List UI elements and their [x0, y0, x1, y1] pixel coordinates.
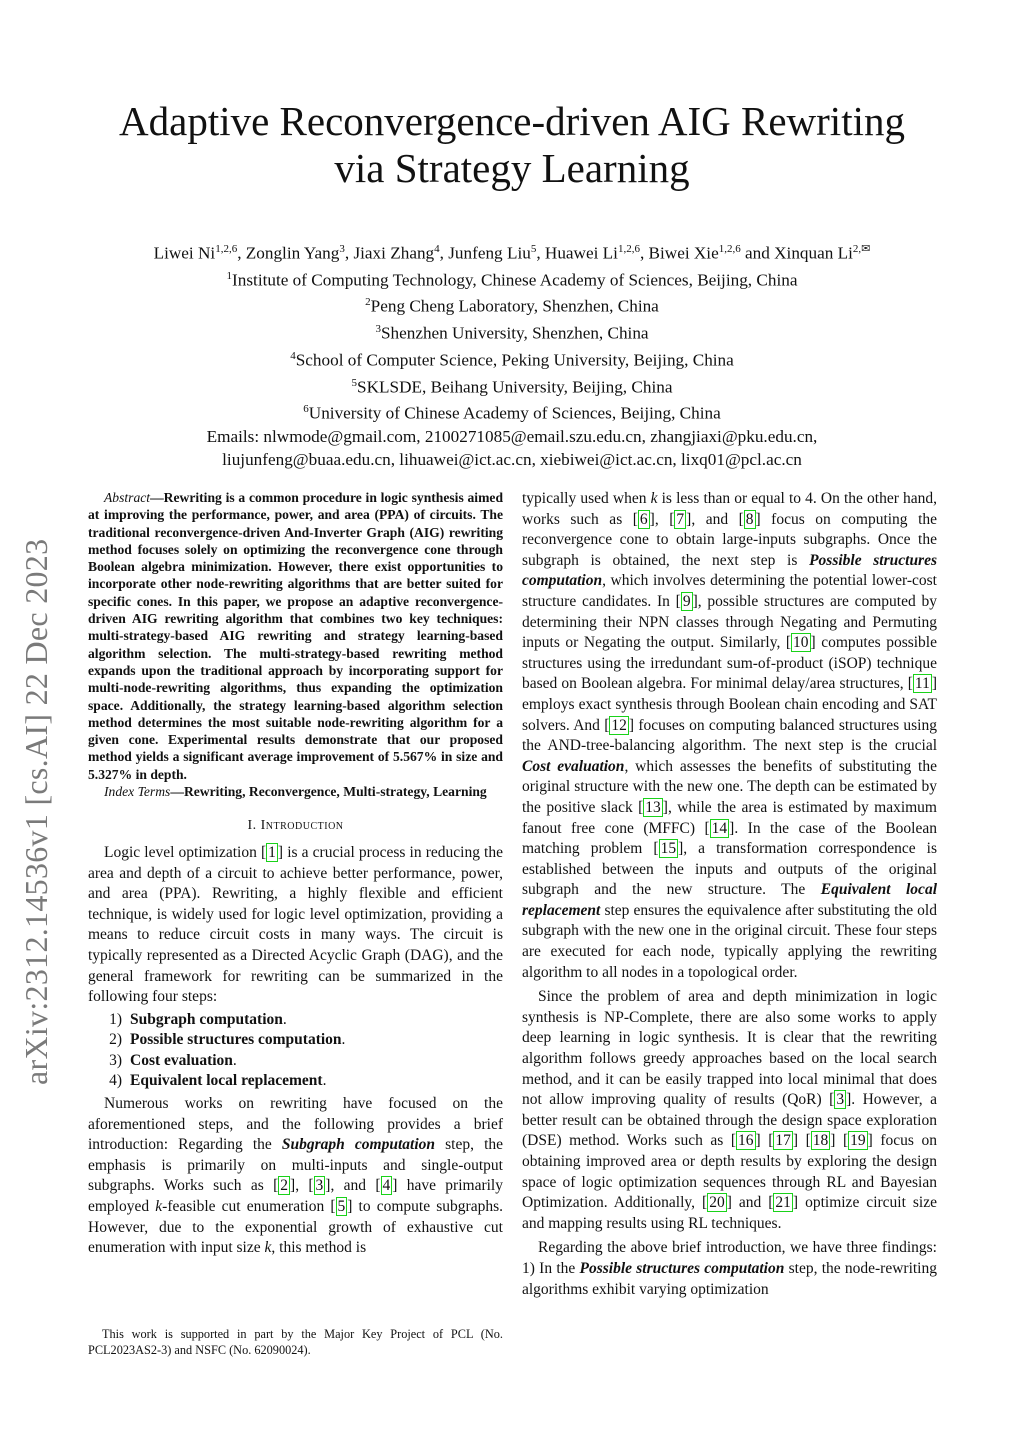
- text-run: step ensures the equivalence after substituting the old subgraph with the new one in the original circuit. These four steps are executed for each node, typically applying the rewriting algorithm to all nodes in a topological order.: [522, 901, 937, 981]
- affiliation-sup: 3: [375, 323, 381, 336]
- footnote: This work is supported in part by the Major Key Project of PCL (No. PCL2023AS2-3) and NSFC (No. 62090024).: [88, 1327, 503, 1357]
- list-number: 1): [109, 1010, 122, 1028]
- emphasis-text: k: [650, 490, 658, 507]
- text-run: typically used when: [522, 490, 651, 507]
- citation-link[interactable]: 8: [745, 510, 754, 528]
- text-run: [798, 1132, 806, 1149]
- emphasis-text: Possible structures computation: [579, 1259, 785, 1277]
- affiliation: [0, 265, 1024, 292]
- author-name: Zonglin Yang: [245, 243, 340, 263]
- author-affiliation-sup: 1,2,6: [215, 243, 238, 255]
- text-run: employs exact synthesis through Boolean chain encoding and SAT solvers. And: [522, 695, 937, 734]
- text-run: , a transformation correspondence is established between the inputs and outputs of the original subgraph and the new structure. The: [522, 840, 937, 899]
- citation-link[interactable]: 5: [337, 1198, 346, 1216]
- author-separator: and: [740, 243, 775, 263]
- text-run: [761, 1132, 769, 1149]
- title-line-1: Adaptive Reconvergence-driven AIG Rewriting: [119, 98, 905, 144]
- affiliation: [0, 345, 1024, 372]
- text-run: computes possible structures using the irredundant sum-of-product (iSOP) technique based on Boolean algebra. For minimal delay/area structures,: [522, 634, 937, 693]
- affiliation-list: [0, 265, 1024, 425]
- author-affiliation-sup: 2,✉: [852, 243, 871, 255]
- emphasis-text: k: [264, 1239, 272, 1257]
- citation-link[interactable]: 19: [850, 1132, 866, 1150]
- affiliation-text: Peng Cheng Laboratory, Shenzhen, China: [370, 297, 659, 317]
- author-separator: ,: [536, 243, 545, 263]
- citation-link[interactable]: 15: [660, 840, 677, 858]
- citation-link[interactable]: 9: [682, 592, 691, 610]
- step-end: .: [322, 1072, 327, 1090]
- text-run: , which involves determining the potential lower-cost structure candidates. In: [522, 572, 937, 610]
- citation-link[interactable]: 17: [775, 1132, 791, 1150]
- affiliation-text: University of Chinese Academy of Sciences, Beijing, China: [308, 404, 721, 424]
- text-run: optimize circuit size and mapping results using RL techniques.: [522, 1194, 937, 1232]
- index-terms: [88, 783, 503, 800]
- affiliation: [0, 318, 1024, 345]
- text-run: have primarily employed: [88, 1177, 503, 1216]
- left-column: [88, 489, 503, 1259]
- text-run: focuses on computing balanced structures using the AND-tree-balancing algorithm. The next step is the crucial: [522, 716, 937, 755]
- right-column: [522, 489, 937, 1300]
- list-text: [130, 1051, 237, 1072]
- affiliation-sup: 5: [351, 376, 358, 389]
- text-run: , and: [691, 510, 739, 528]
- abstract-text: —Rewriting is a common procedure in logic synthesis aimed at improving the performance, power, and area (PPA) of circuits. The traditional reconvergence-driven And-Inverter Graph (AIG) rewriting method focuses solely on optimizing the reconvergence cone through Boolean algebra minimization. However, there exist opportunities to incorporate other node-rewriting algorithms that are better suited for specific cones. In this paper, we propose an adaptive reconvergence-driven AIG rewriting algorithm that combines two key techniques: multi-strategy-based AIG rewriting and strategy learning-based algorithm selection. The multi-strategy-based rewriting method expands upon the traditional approach by incorporating support for multi-node-rewriting algorithms, thus expanding the optimization space. Additionally, the strategy learning-based algorithm selection method determines the most suitable node-rewriting algorithm for a given cone. Experimental results demonstrate that our proposed method yields a significant average improvement of 5.567% in size and 5.327% in depth.: [88, 490, 503, 782]
- citation-link[interactable]: 2: [280, 1177, 289, 1195]
- citation-link[interactable]: 14: [711, 819, 728, 837]
- steps-list: [88, 1010, 503, 1092]
- author-name: Huawei Li: [544, 243, 618, 263]
- list-number: 3): [109, 1051, 122, 1069]
- text-run: is a crucial process in reducing the area and depth of a circuit to achieve better performance, power, and area (PPA). Rewriting, a highly flexible and efficient technique, is widely used for logic level optimization, providing a means to reduce circuit costs in many ways. The circuit is typically represented as a Directed Acyclic Graph (DAG), and the general framework for rewriting can be summarized in the following four steps:: [88, 843, 503, 1006]
- text-run: and: [731, 1194, 769, 1212]
- paragraph: [522, 1238, 937, 1300]
- author-block: [0, 238, 1024, 471]
- author-affiliation-sup: 3: [339, 243, 345, 255]
- author-affiliation-sup: 1,2,6: [718, 243, 741, 255]
- paragraph: typically used when k is less than or equal to 4. On the other hand, works such as [ 6 ], [ 7 ], and [ 8 ] focus on computing the reconvergence cone to obtain large-inputs subgraphs. Once the subgraph is obtained, the next step is Possible structures computation, which involves determining the potential lower-cost structure candidates. In [ 9 ], possible structures are computed by determining their NPN classes through Negating and Permuting inputs or Negating the output. Similarly, [ 10 ] computes possible structures using the irredundant sum-of-product (iSOP) technique based on Boolean algebra. For minimal delay/area structures, [ 11 ] employs exact synthesis through Boolean chain encoding and SAT solvers. And [ 12 ] focuses on computing balanced structures using the AND-tree-balancing algorithm. The next step is the crucial Cost evaluation, which assesses the benefits of substituting the original structure with the new one. The depth can be estimated by the positive slack [ 13 ], while the area is estimated by maximum fanout free cone (MFFC) [ 14 ]. In the case of the Boolean matching problem [ 15 ], a transformation correspondence is established between the inputs and outputs of the original subgraph and the new structure. The Equivalent local replacement step ensures the equivalence after substituting the old subgraph with the new one in the original circuit. These four steps are executed for each node, typically applying the rewriting algorithm to all nodes in a topological order.: [522, 490, 938, 981]
- text-run: step, the node-rewriting algorithms exhibit varying optimization: [522, 1259, 937, 1298]
- citation-link[interactable]: 4: [382, 1177, 391, 1195]
- list-number: 4): [109, 1072, 122, 1090]
- abstract-label: Abstract: [104, 490, 151, 505]
- emphasis-text: Equivalent local replacement: [522, 881, 937, 919]
- email-line-1: Emails: nlwmode@gmail.com, 2100271085@email.szu.edu.cn, zhangjiaxi@pku.edu.cn,: [206, 427, 818, 447]
- text-run: ,: [295, 1177, 309, 1195]
- citation-link[interactable]: 16: [738, 1132, 754, 1150]
- text-run: focus on computing the reconvergence cone to obtain large-inputs subgraphs. Once the subgraph is obtained, the next step is: [522, 510, 937, 569]
- paragraph: Logic level optimization [ 1 ] is a crucial process in reducing the area and depth of a circuit to achieve better performance, power, and area (PPA). Rewriting, a highly flexible and efficient technique, is widely used for logic level optimization, providing a means to reduce circuit costs in many ways. The circuit is typically represented as a Directed Acyclic Graph (DAG), and the general framework for rewriting can be summarized in the following four steps:: [88, 843, 503, 1006]
- author-separator: ,: [439, 243, 449, 263]
- text-run: , this method is: [271, 1239, 367, 1257]
- index-terms-label: Index Terms: [104, 784, 171, 800]
- text-run: focus on obtaining improved area or depth results by exploring the design space of logic optimization sequences through RL and Bayesian Optimization. Additionally,: [522, 1132, 938, 1212]
- paragraph: Numerous works on rewriting have focused on the aforementioned steps, and the following provides a brief introduction: Regarding the Subgraph computation step, the emphasis is primarily on multi-inputs and single-output subgraphs. Works such as [ 2 ], [ 3 ], and [ 4 ] have primarily employed k-feasible cut enumeration [ 5 ] to compute subgraphs. However, due to the exponential growth of exhaustive cut enumeration with input size k, this method is: [88, 1095, 504, 1257]
- step-end: .: [282, 1010, 287, 1028]
- author-separator: ,: [639, 243, 649, 263]
- text-run: , possible structures are computed by determining their NPN classes through Negating and Permuting inputs or Negating the output. Similarly,: [522, 592, 937, 652]
- arxiv-identifier: arXiv:2312.14536v1 [cs.AI] 22 Dec 2023: [18, 538, 54, 1085]
- index-terms-text: —Rewriting, Reconvergence, Multi-strategy, Learning: [170, 784, 487, 800]
- list-item: [88, 1051, 503, 1072]
- text-run: Regarding the above brief introduction, we have three findings: 1) In the: [522, 1239, 937, 1277]
- step-label: Possible structures computation: [130, 1031, 342, 1049]
- text-run: step, the emphasis is primarily on multi-inputs and single-output subgraphs. Works such as: [88, 1136, 504, 1195]
- affiliation-text: SKLSDE, Beihang University, Beijing, China: [357, 377, 673, 397]
- step-end: .: [232, 1051, 237, 1069]
- emphasis-text: Cost evaluation: [522, 757, 625, 775]
- title-line-2: via Strategy Learning: [334, 145, 690, 191]
- citation-link[interactable]: 10: [793, 634, 809, 652]
- abstract: [88, 489, 503, 783]
- citation-link[interactable]: 3: [836, 1091, 845, 1109]
- citation-link[interactable]: 18: [812, 1132, 829, 1150]
- affiliation: [0, 398, 1024, 425]
- citation-link[interactable]: 6: [639, 510, 648, 528]
- text-run: ,: [654, 510, 670, 528]
- text-run: , while the area is estimated by maximum fanout free cone (MFFC): [522, 798, 937, 837]
- list-item: [88, 1010, 503, 1031]
- list-item: [88, 1030, 503, 1051]
- text-run: to compute subgraphs. However, due to the exponential growth of exhaustive cut enumeration with input size: [88, 1198, 503, 1257]
- author-name: Jiaxi Zhang: [353, 243, 435, 263]
- citation-link[interactable]: 21: [775, 1194, 791, 1212]
- list-number: 2): [109, 1031, 122, 1049]
- email-line-2: liujunfeng@buaa.edu.cn, lihuawei@ict.ac.cn, xiebiwei@ict.ac.cn, lixq01@pcl.ac.cn: [222, 450, 802, 470]
- author-separator: ,: [237, 243, 246, 263]
- author-name: Xinquan Li: [774, 243, 853, 263]
- text-run: , and: [330, 1177, 376, 1195]
- text-run: is less than or equal to 4. On the other hand, works such as: [522, 490, 937, 528]
- citation-link[interactable]: 1: [268, 843, 276, 861]
- step-label: Equivalent local replacement: [130, 1072, 323, 1090]
- text-run: Numerous works on rewriting have focused on the aforementioned steps, and the following provides a brief introduction: Regarding the: [88, 1095, 503, 1154]
- text-run: -feasible cut enumeration: [162, 1198, 331, 1216]
- citation-link[interactable]: 20: [709, 1194, 725, 1212]
- step-label: Cost evaluation: [130, 1051, 233, 1069]
- author-name: Liwei Ni: [153, 243, 216, 263]
- author-affiliation-sup: 5: [530, 243, 537, 255]
- author-name: Biwei Xie: [648, 243, 719, 263]
- list-text: [130, 1010, 287, 1031]
- paragraph: Since the problem of area and depth minimization in logic synthesis is NP-Complete, there are also some works to apply deep learning in logic synthesis. It is clear that the rewriting algorithm follows greedy approaches based on the local search method, and it can be easily trapped into local minimal that does not allow improving quality of results (QoR) [ 3 ]. However, a better result can be obtained through the design space exploration (DSE) method. Works such as [ 16 ] [ 17 ] [ 18 ] [ 19 ] focus on obtaining improved area or depth results by exploring the design space of logic optimization sequences through RL and Bayesian Optimization. Additionally, [ 20 ] and [ 21 ] optimize circuit size and mapping results using RL techniques.: [522, 988, 938, 1232]
- affiliation-text: Shenzhen University, Shenzhen, China: [380, 323, 649, 343]
- author-separator: ,: [344, 243, 354, 263]
- emphasis-text: Possible structures computation: [522, 551, 938, 590]
- affiliation-sup: 2: [365, 296, 371, 309]
- step-label: Subgraph computation: [130, 1010, 283, 1028]
- section-heading: I. Introduction: [247, 818, 344, 834]
- affiliation-sup: 1: [226, 269, 233, 282]
- author-name: Junfeng Liu: [448, 243, 531, 263]
- text-run: , which assesses the benefits of substituting the original structure with the new one. The depth can be estimated by the positive slack: [522, 757, 937, 816]
- citation-link[interactable]: 11: [914, 675, 930, 693]
- text-run: Since the problem of area and depth minimization in logic synthesis is NP-Complete, there are also some works to apply deep learning in logic synthesis. It is clear that the rewriting algorithm follows greedy approaches based on the local search method, and it can be easily trapped into local minimal that does not allow improving quality of results (QoR): [522, 988, 937, 1109]
- list-item: [88, 1071, 503, 1092]
- affiliation-text: School of Computer Science, Peking University, Beijing, China: [295, 350, 734, 370]
- affiliation-text: Institute of Computing Technology, Chinese Academy of Sciences, Beijing, China: [232, 270, 798, 290]
- list-text: [130, 1030, 345, 1051]
- affiliation-sup: 4: [290, 349, 296, 362]
- text-run: Logic level optimization: [104, 843, 261, 861]
- author-affiliation-sup: 1,2,6: [617, 243, 640, 255]
- text-run: . In the case of the Boolean matching problem: [522, 819, 937, 858]
- affiliation: [0, 291, 1024, 318]
- paper-title: [0, 98, 1024, 192]
- affiliation-sup: 6: [303, 403, 309, 416]
- affiliation: [0, 372, 1024, 399]
- step-end: .: [341, 1031, 346, 1049]
- text-run: . However, a better result can be obtained through the design space exploration (DSE) method. Works such as: [522, 1091, 937, 1150]
- author-list: [0, 238, 1024, 265]
- emphasis-text: Subgraph computation: [281, 1136, 436, 1154]
- list-text: [130, 1071, 326, 1092]
- citation-link[interactable]: 7: [676, 510, 685, 528]
- text-run: [835, 1132, 843, 1149]
- citation-link[interactable]: 13: [645, 798, 661, 816]
- emphasis-text: k: [155, 1198, 163, 1216]
- citation-link[interactable]: 3: [315, 1177, 324, 1195]
- citation-link[interactable]: 12: [611, 716, 627, 734]
- author-affiliation-sup: 4: [434, 243, 440, 255]
